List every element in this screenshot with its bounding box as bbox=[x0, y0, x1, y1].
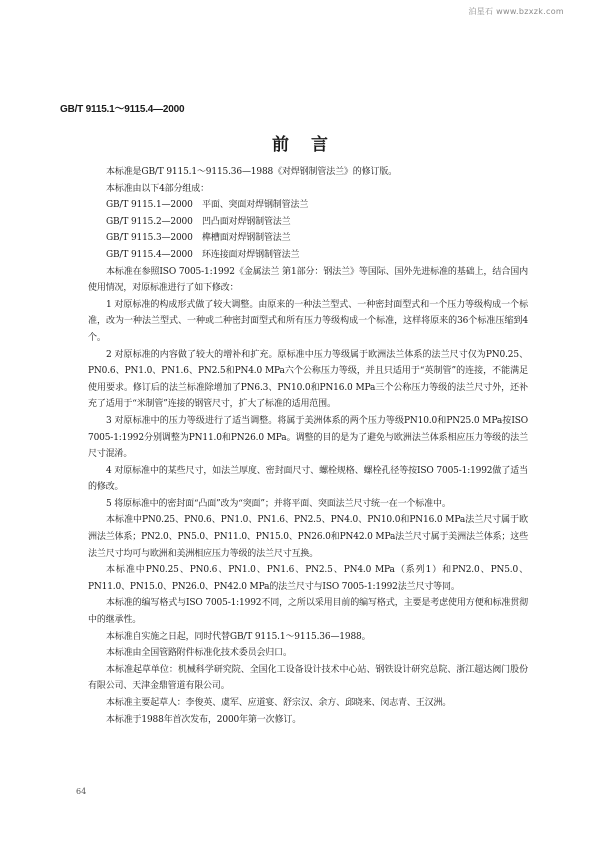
document-body bbox=[88, 164, 528, 728]
paragraph: 3 对原标准中的压力等级进行了适当调整。将属于美洲体系的两个压力等级PN10.0和PN25.0 MPa按ISO 7005-1:1992分别调整为PN11.0和PN26.0 MPa。调整的目的是为了避免与欧洲法兰体系相应压力等级的法兰尺寸混淆。 bbox=[88, 415, 528, 460]
standard-code-header: GB/T 9115.1～9115.4—2000 bbox=[60, 104, 185, 115]
intro-paragraph: 本标准是GB/T 9115.1～9115.36—1988《对焊钢制管法兰》的修订版。 bbox=[106, 167, 398, 177]
watermark: 泊星石 www.bzxzk.com bbox=[468, 7, 564, 16]
paragraph: 本标准在参照ISO 7005-1:1992《金属法兰 第1部分：钢法兰》等国际、国外先进标准的基础上，结合国内使用情况，对原标准进行了如下修改： bbox=[88, 266, 528, 294]
part-list-item bbox=[88, 230, 528, 247]
part-code: GB/T 9115.3—2000 bbox=[106, 233, 193, 244]
paragraph: 2 对原标准的内容做了较大的增补和扩充。原标准中压力等级属于欧洲法兰体系的法兰尺寸仅为PN0.25、PN0.6、PN1.0、PN1.6、PN2.5和PN4.0 MPa六个公称压力等级，并且只适用于“英制管”的连接，不能满足使用要求。修订后的法兰标准除增加了PN6.3、PN10.0和PN16.0 MPa三个公称压力等级的法兰尺寸外，还补充了适用于“米制管”连接的钢管尺寸，扩大了标准的适用范围。 bbox=[88, 349, 528, 410]
paragraph: 本标准于1988年首次发布，2000年第一次修订。 bbox=[106, 714, 302, 725]
part-code: GB/T 9115.4—2000 bbox=[106, 249, 193, 260]
paragraph: 本标准的编写格式与ISO 7005-1:1992不同，之所以采用目前的编写格式，主要是考虑使用方便和标准贯彻中的继承性。 bbox=[88, 598, 528, 626]
part-name: 平面、突面对焊钢制管法兰 bbox=[202, 200, 309, 211]
paragraph: 本标准主要起草人：李俊英、虞军、应道宴、舒宗汉、余方、邱晓来、闵志青、王汉洲。 bbox=[106, 698, 452, 708]
paragraph: 本标准由全国管路附件标准化技术委员会归口。 bbox=[106, 648, 292, 659]
intro-paragraph: 本标准由以下4部分组成： bbox=[106, 183, 209, 194]
paragraph: 本标准自实施之日起，同时代替GB/T 9115.1～9115.36—1988。 bbox=[106, 631, 371, 642]
paragraph: 本标准中PN0.25、PN0.6、PN1.0、PN1.6、PN2.5、PN4.0 MPa（系列1）和PN2.0、PN5.0、PN11.0、PN15.0、PN26.0、PN42.0 MPa的法兰尺寸与ISO 7005-1:1992法兰尺寸等同。 bbox=[88, 565, 528, 592]
paragraph: 本标准中PN0.25、PN0.6、PN1.0、PN1.6、PN2.5、PN4.0、PN10.0和PN16.0 MPa法兰尺寸属于欧洲法兰体系；PN2.0、PN5.0、PN11.0、PN15.0、PN26.0和PN42.0 MPa法兰尺寸属于美洲法兰体系；这些法兰尺寸均可与欧洲和美洲相应压力等级的法兰尺寸互换。 bbox=[88, 515, 528, 559]
paragraph: 本标准起草单位：机械科学研究院、全国化工设备设计技术中心站、钢铁设计研究总院、浙江超达阀门股份有限公司、天津金鼎管道有限公司。 bbox=[88, 664, 528, 692]
paragraph: 5 将原标准中的密封面“凸面”改为“突面”；并将平面、突面法兰尺寸统一在一个标准中。 bbox=[106, 498, 451, 509]
page-title: 前言 bbox=[272, 135, 350, 155]
part-list-item bbox=[88, 197, 528, 214]
part-list-item bbox=[88, 247, 528, 264]
paragraph: 1 对原标准的构成形式做了较大调整。由原来的一种法兰型式、一种密封面型式和一个压力等级构成一个标准，改为一种法兰型式、一种或二种密封面型式和所有压力等级构成一个标准，这样将原来的36个标准压缩到4个。 bbox=[88, 299, 528, 343]
paragraph: 4 对原标准中的某些尺寸，如法兰厚度、密封面尺寸、螺栓规格、螺栓孔径等按ISO 7005-1:1992做了适当的修改。 bbox=[88, 465, 528, 493]
part-name: 凹凸面对焊钢制管法兰 bbox=[202, 216, 291, 227]
part-name: 榫槽面对焊钢制管法兰 bbox=[202, 233, 291, 244]
page-number: 64 bbox=[76, 787, 87, 796]
part-name: 环连接面对焊钢制管法兰 bbox=[202, 249, 300, 260]
part-list-item bbox=[88, 214, 528, 231]
part-code: GB/T 9115.1—2000 bbox=[106, 200, 193, 211]
part-code: GB/T 9115.2—2000 bbox=[106, 216, 193, 227]
